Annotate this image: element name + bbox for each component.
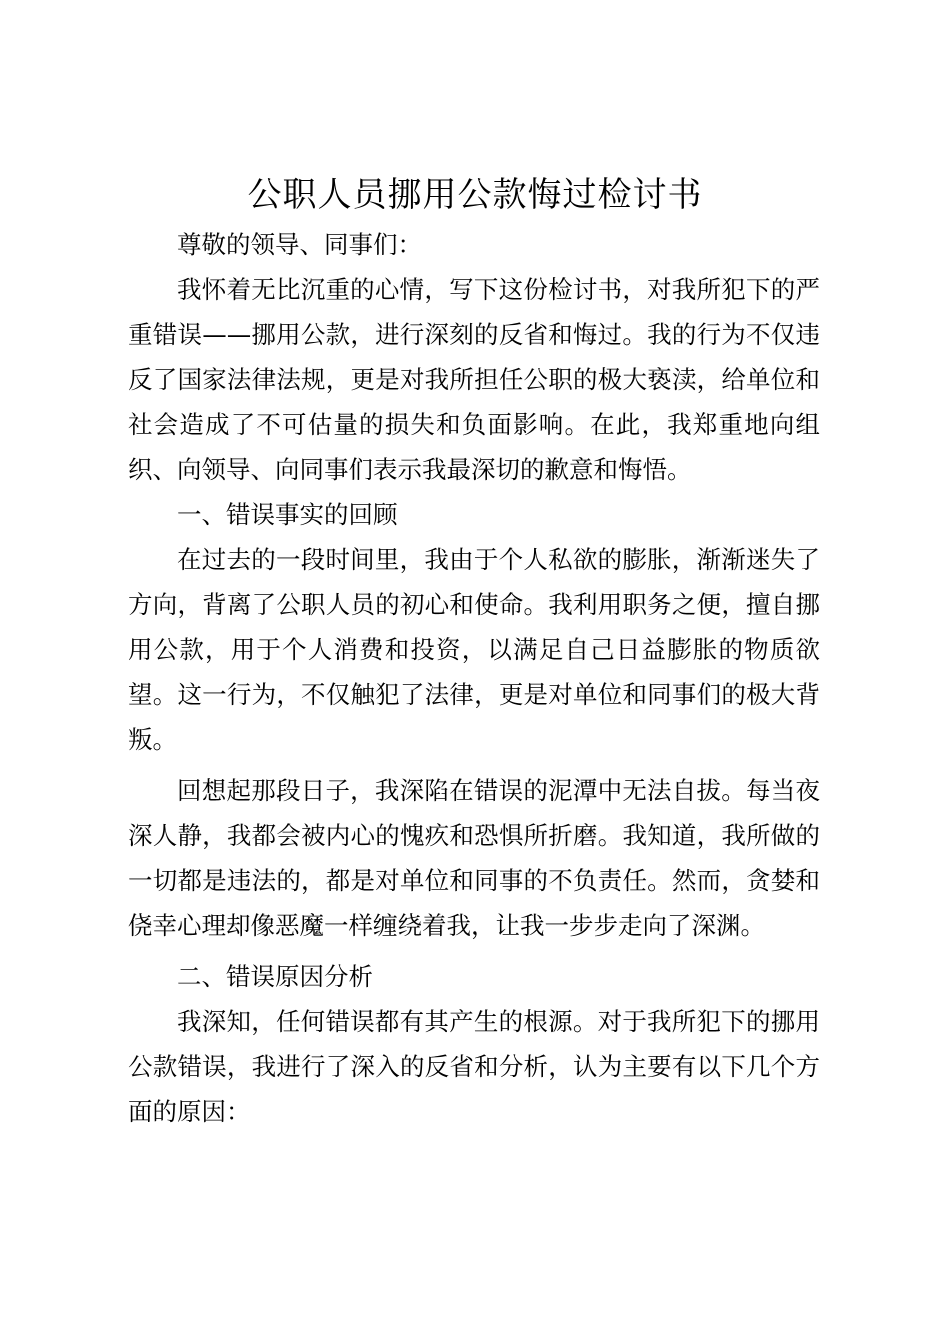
paragraph-intro: 我怀着无比沉重的心情，写下这份检讨书，对我所犯下的严重错误——挪用公款，进行深刻的反省和悔过。我的行为不仅违反了国家法律法规，更是对我所担任公职的极大亵渎，给单位和社会造成了不可估量的损失和负面影响。在此，我郑重地向组织、向领导、向同事们表示我最深切的歉意和悔悟。 (128, 275, 820, 484)
document-body (128, 222, 820, 1134)
document-title: 公职人员挪用公款悔过检讨书 (247, 175, 703, 215)
section-heading-2: 二、错误原因分析 (177, 962, 373, 991)
paragraph-facts: 在过去的一段时间里，我由于个人私欲的膨胀，渐渐迷失了方向，背离了公职人员的初心和使命。我利用职务之便，擅自挪用公款，用于个人消费和投资，以满足自己日益膨胀的物质欲望。这一行为，不仅触犯了法律，更是对单位和同事们的极大背叛。 (128, 545, 820, 754)
paragraph-reflection: 回想起那段日子，我深陷在错误的泥潭中无法自拔。每当夜深人静，我都会被内心的愧疚和恐惧所折磨。我知道，我所做的一切都是违法的，都是对单位和同事的不负责任。然而，贪婪和侥幸心理却像恶魔一样缠绕着我，让我一步步走向了深渊。 (128, 776, 820, 940)
salutation: 尊敬的领导、同事们： (177, 230, 422, 259)
paragraph-causes: 我深知，任何错误都有其产生的根源。对于我所犯下的挪用公款错误，我进行了深入的反省和分析，认为主要有以下几个方面的原因： (128, 1007, 820, 1126)
section-heading-1: 一、错误事实的回顾 (177, 500, 398, 529)
